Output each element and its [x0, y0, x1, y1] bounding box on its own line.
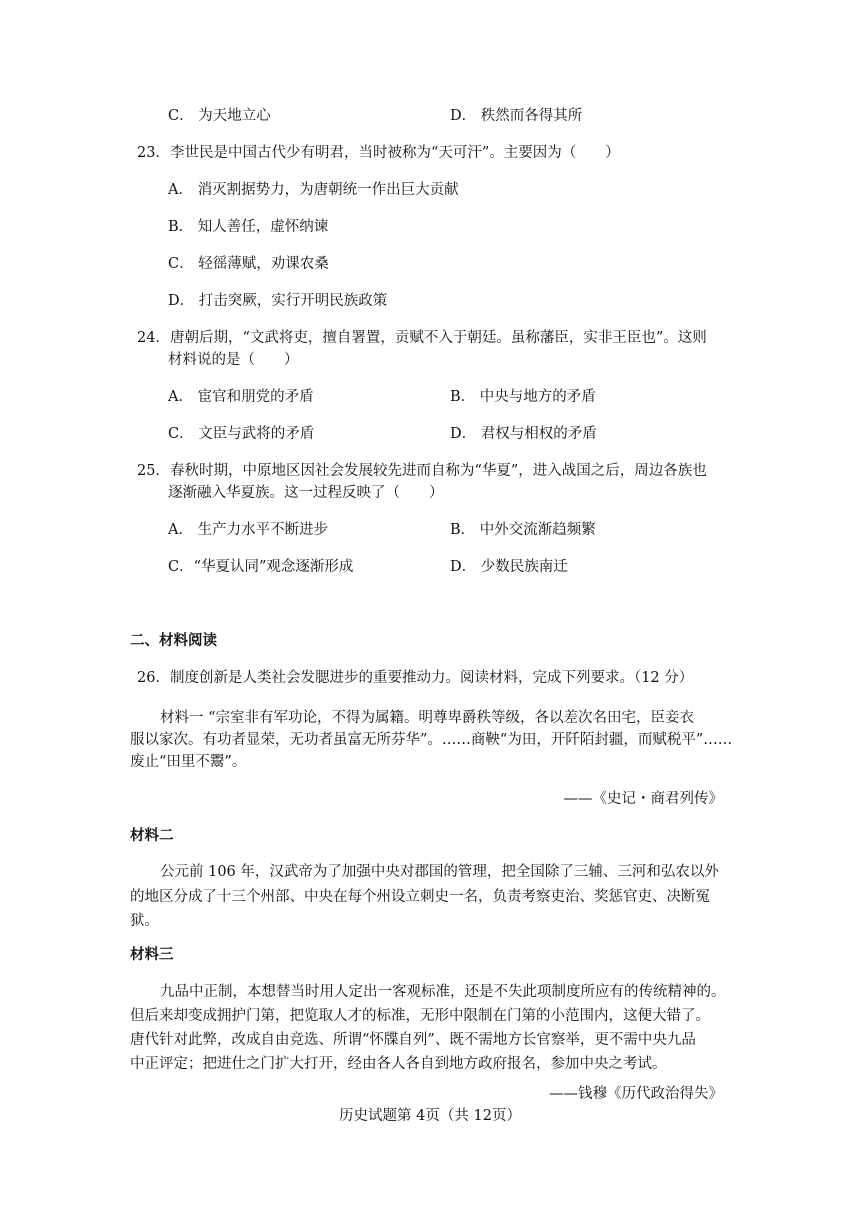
material3-line4: 中正评定；把进仕之门扩大打开，经由各人各自到地方政府报名，参加中央之考试。 — [130, 1056, 667, 1072]
material1-source: ——《史记・商君列传》 — [563, 791, 723, 807]
q26-stem: 26．制度创新是人类社会发腮进步的重要推动力。阅读材料，完成下列要求。（12 分） — [137, 670, 694, 686]
material3-line1: 九品中正制，本想替当时用人定出一客观标准，还是不失此项制度所应有的传统精神的。 — [160, 984, 726, 1000]
q25-stem-line1: 25．春秋时期，中原地区因社会发展较先进而自称为“华夏”，进入战国之后，周边各族也 — [137, 463, 707, 479]
material2-line2: 的地区分成了十三个州部、中央在每个州设立刺史一名，负责考察吏治、奖惩官吏、决断冤 — [130, 889, 710, 905]
material1-line3: 废止“田里不鬻”。 — [130, 754, 247, 770]
material1-line1: 材料一 “宗室非有军功论，不得为属籍。明尊卑爵秩等级，各以差次名田宅，臣妾衣 — [160, 710, 695, 726]
q24-option-b: B． 中央与地方的矛盾 — [450, 389, 596, 405]
q25-option-d: D． 少数民族南迁 — [450, 559, 568, 575]
material2-title: 材料二 — [130, 828, 174, 844]
q23-option-b: B． 知人善任，虚怀纳谏 — [168, 219, 329, 235]
q25-stem-line2: 逐渐融入华夏族。这一过程反映了（ ） — [168, 485, 444, 501]
section-heading: 二、材料阅读 — [130, 633, 217, 649]
q24-stem-line1: 24．唐朝后期，“文武将吏，擅自署置，贡赋不入于朝廷。虽称藩臣，实非王臣也”。这则 — [137, 330, 707, 346]
q23-option-d: D． 打击突厥，实行开明民族政策 — [168, 293, 388, 309]
q24-option-c: C． 文臣与武将的矛盾 — [168, 426, 315, 442]
q24-option-a: A． 宦官和朋党的矛盾 — [168, 389, 314, 405]
q22-option-c: C． 为天地立心 — [168, 108, 271, 124]
material2-line1: 公元前 106 年，汉武帝为了加强中央对郡国的管理，把全国除了三辅、三河和弘农以外 — [160, 864, 719, 880]
q24-option-d: D． 君权与相权的矛盾 — [450, 426, 597, 442]
material3-source: ——钱穆《历代政治得失》 — [549, 1086, 723, 1102]
material1-line2: 服以家次。有功者显荣，无功者虽富无所芬华”。……商鞅“为田，开阡陌封疆，而赋税平”…… — [130, 732, 733, 748]
q23-stem: 23．李世民是中国古代少有明君，当时被称为“天可汗”。主要因为（ ） — [137, 145, 620, 161]
q23-option-c: C． 轻徭薄赋，劝课农桑 — [168, 256, 329, 272]
q22-option-d: D． 秩然而各得其所 — [450, 108, 583, 124]
material3-line2: 但后来却变成拥护门第，把览取人才的标准，无形中限制在门第的小范围内，这便大错了。 — [130, 1008, 710, 1024]
q25-option-a: A． 生产力水平不断进步 — [168, 522, 329, 538]
q23-option-a: A． 消灭割据势力，为唐朝统一作出巨大贡献 — [168, 182, 459, 198]
material3-line3: 唐代针对此弊，改成自由竞选、所谓“怀牒自列”、既不需地方长官察举，更不需中央九品 — [130, 1032, 696, 1048]
material2-line3: 狱。 — [130, 913, 159, 929]
material3-title: 材料三 — [130, 947, 174, 963]
q25-option-c: C．“华夏认同”观念逐渐形成 — [168, 559, 354, 575]
q25-option-b: B． 中外交流渐趋频繁 — [450, 522, 596, 538]
q24-stem-line2: 材料说的是（ ） — [168, 352, 299, 368]
page-footer: 历史试题第 4页（共 12页） — [339, 1108, 521, 1124]
